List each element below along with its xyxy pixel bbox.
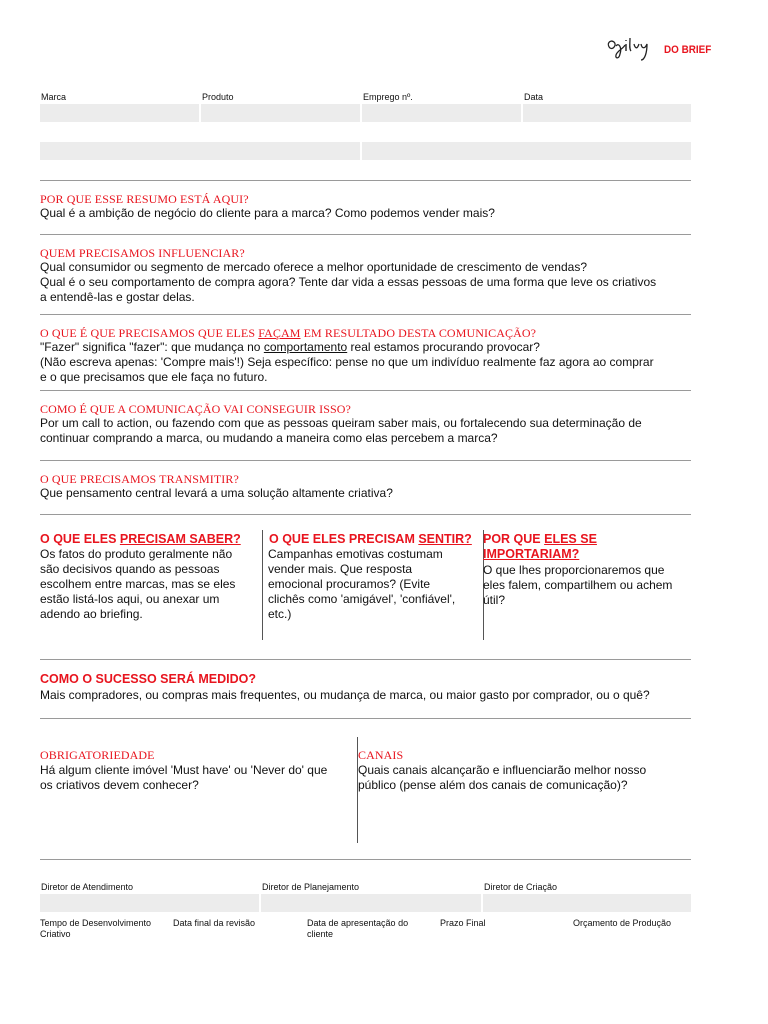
col-sentir-line: emocional procuramos? (Evite [268, 577, 431, 591]
facam-heading-underlined: FAÇAM [258, 326, 301, 340]
obrigatoriedade-line: os criativos devem conhecer? [40, 778, 199, 792]
col-sentir-heading [269, 532, 472, 546]
divider [40, 180, 691, 181]
diretor-criacao-field[interactable] [483, 894, 691, 912]
brief-label: DO BRIEF [664, 44, 712, 56]
data-field[interactable] [523, 104, 691, 122]
por-que-heading: POR QUE ESSE RESUMO ESTÁ AQUI? [40, 192, 249, 206]
tempo-line-2: Criativo [40, 929, 71, 939]
extra-field-right[interactable] [362, 142, 691, 160]
quem-line-3: a entendê-las e gostar delas. [40, 290, 195, 304]
divider [40, 234, 691, 235]
col-saber-heading [40, 532, 241, 546]
column-divider [262, 530, 263, 640]
col-sentir-text [268, 547, 455, 622]
col-sentir-line: clichês como 'amigável', 'confiável', [268, 592, 456, 606]
divider [40, 390, 691, 391]
divider [40, 659, 691, 660]
col-sentir-line: Campanhas emotivas costumam [268, 547, 443, 561]
col-sentir-heading-underlined: SENTIR? [418, 532, 472, 546]
col-sentir-line: vender mais. Que resposta [268, 562, 413, 576]
diretor-atendimento-label: Diretor de Atendimento [41, 882, 134, 892]
col-saber-heading-a: O QUE ELES [40, 532, 120, 546]
col-saber-line: estão listá-los aqui, ou anexar um [40, 592, 220, 606]
col-importariam-heading-underlined-2: IMPORTARIAM? [483, 547, 580, 561]
canais-line: público (pense além dos canais de comunicação)? [358, 778, 628, 792]
emprego-label: Emprego nº. [363, 92, 413, 102]
facam-line-1-a: "Fazer" significa "fazer": que mudança no [40, 340, 264, 354]
obrigatoriedade-text [40, 763, 327, 793]
col-importariam-line: útil? [483, 593, 506, 607]
divider [40, 718, 691, 719]
apresentacao-line-2: cliente [307, 929, 334, 939]
apresentacao-line-1: Data de apresentação do [307, 918, 409, 928]
col-importariam-heading-a: POR QUE [483, 532, 545, 546]
quem-text [40, 260, 656, 305]
marca-label: Marca [41, 92, 67, 102]
facam-line-1-underlined: comportamento [263, 340, 348, 354]
canais-heading: CANAIS [358, 748, 404, 762]
col-importariam-heading-line-2 [483, 547, 597, 562]
como-text [40, 416, 642, 446]
diretor-atendimento-field[interactable] [40, 894, 261, 912]
facam-line-3: e o que precisamos que ele faça no futuro. [40, 370, 268, 384]
facam-line-1-b: real estamos procurando provocar? [347, 340, 540, 354]
orcamento-producao-label: Orçamento de Produção [573, 918, 672, 928]
produto-label: Produto [202, 92, 234, 102]
produto-field[interactable] [201, 104, 362, 122]
emprego-field[interactable] [362, 104, 523, 122]
canais-line: Quais canais alcançarão e influenciarão melhor nosso [358, 763, 647, 777]
tempo-line-1: Tempo de Desenvolvimento [40, 918, 152, 928]
col-sentir-line: etc.) [268, 607, 292, 621]
facam-heading-a: O QUE É QUE PRECISAMOS QUE ELES [40, 326, 259, 340]
como-heading: COMO É QUE A COMUNICAÇÃO VAI CONSEGUIR ISSO? [40, 402, 351, 416]
col-importariam-heading [483, 532, 597, 562]
como-line-2: continuar comprando a marca, ou mudando a maneira como elas percebem a marca? [40, 431, 498, 445]
transmitir-text: Que pensamento central levará a uma solução altamente criativa? [40, 486, 393, 500]
divider [40, 460, 691, 461]
obrigatoriedade-line: Há algum cliente imóvel 'Must have' ou 'Never do' que [40, 763, 328, 777]
col-importariam-heading-underlined: ELES SE [544, 532, 597, 546]
sucesso-heading: COMO O SUCESSO SERÁ MEDIDO? [40, 672, 256, 686]
quem-line-2: Qual é o seu comportamento de compra agora? Tente dar vida a essas pessoas de uma forma que leve os criativos [40, 275, 657, 289]
extra-field-left[interactable] [40, 142, 362, 160]
data-label: Data [524, 92, 544, 102]
col-importariam-text [483, 563, 672, 608]
tempo-desenvolvimento-label [40, 918, 151, 940]
divider [40, 514, 691, 515]
diretor-planejamento-field[interactable] [261, 894, 483, 912]
sucesso-text: Mais compradores, ou compras mais frequentes, ou mudança de marca, ou maior gasto por comprador, ou o quê? [40, 688, 650, 702]
facam-line-1 [40, 340, 654, 355]
col-saber-text [40, 547, 235, 622]
col-saber-heading-underlined: PRECISAM SABER? [119, 532, 241, 546]
ogilvy-signature-icon [604, 34, 656, 64]
por-que-text: Qual é a ambição de negócio do cliente para a marca? Como podemos vender mais? [40, 206, 495, 220]
data-final-revisao-label: Data final da revisão [173, 918, 256, 928]
facam-heading [40, 326, 536, 341]
como-line-1: Por um call to action, ou fazendo com que as pessoas queiram saber mais, ou fortalecendo sua determinação de [40, 416, 642, 430]
transmitir-heading: O QUE PRECISAMOS TRANSMITIR? [40, 472, 239, 486]
col-saber-line: são decisivos quando as pessoas [40, 562, 220, 576]
col-importariam-heading-line-1 [483, 532, 597, 547]
col-sentir-heading-a: O QUE ELES PRECISAM [269, 532, 419, 546]
col-saber-line: escolhem entre marcas, mas se eles [40, 577, 236, 591]
facam-line-2: (Não escreva apenas: 'Compre mais'!) Seja específico: pense no que um indivíduo realmente faz agora ao comprar [40, 355, 654, 369]
divider [40, 859, 691, 860]
diretor-planejamento-label: Diretor de Planejamento [262, 882, 360, 892]
ogilvy-logo [604, 34, 656, 64]
data-apresentacao-label [307, 918, 408, 940]
quem-line-1: Qual consumidor ou segmento de mercado oferece a melhor oportunidade de crescimento de vendas? [40, 260, 587, 274]
divider [40, 314, 691, 315]
facam-heading-b: EM RESULTADO DESTA COMUNICAÇÃO? [300, 326, 537, 340]
col-saber-line: adendo ao briefing. [40, 607, 143, 621]
col-saber-line: Os fatos do produto geralmente não [40, 547, 233, 561]
facam-text [40, 340, 654, 385]
col-importariam-line: eles falem, compartilhem ou achem [483, 578, 673, 592]
canais-text [358, 763, 646, 793]
marca-field[interactable] [40, 104, 201, 122]
quem-heading: QUEM PRECISAMOS INFLUENCIAR? [40, 246, 245, 260]
obrigatoriedade-heading: OBRIGATORIEDADE [40, 748, 155, 762]
col-importariam-line: O que lhes proporcionaremos que [483, 563, 665, 577]
diretor-criacao-label: Diretor de Criação [484, 882, 558, 892]
prazo-final-label: Prazo Final [440, 918, 486, 928]
